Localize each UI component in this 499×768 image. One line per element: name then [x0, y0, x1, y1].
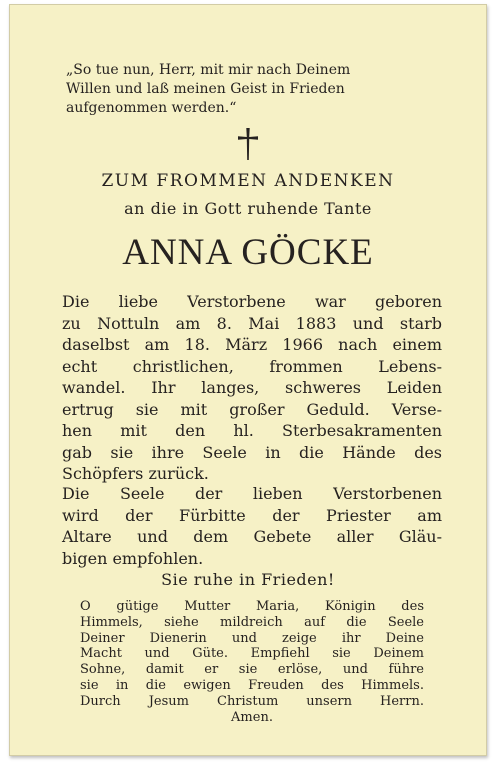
text-line: zu Nottuln am 8. Mai 1883 und starb	[62, 313, 442, 333]
text-line: daselbst am 18. März 1966 nach einem	[62, 335, 442, 354]
memorial-card	[9, 4, 487, 756]
text-line: wandel. Ihr langes, schweres Leiden	[62, 378, 442, 397]
text-line: Schöpfers zurück.	[62, 464, 209, 483]
heading: ZUM FROMMEN ANDENKEN	[101, 171, 395, 191]
rest-in-peace-line: Sie ruhe in Frieden!	[161, 570, 335, 589]
prayer-amen: Amen.	[231, 709, 273, 725]
text-line: gab sie ihre Seele in die Hände des	[62, 442, 442, 462]
prayer-line: Deiner Dienerin und zeige ihr Deine	[80, 630, 424, 646]
text-line: hen mit den hl. Sterbesakramenten	[62, 421, 442, 440]
prayer-line: Himmels, siehe mildreich auf die Seele	[80, 614, 424, 630]
quote-line: „So tue nun, Herr, mit mir nach Deinem	[66, 62, 351, 78]
text-line: bigen empfohlen.	[62, 548, 204, 568]
text-line: wird der Fürbitte der Priester am	[62, 505, 442, 525]
text-line: echt christlichen, frommen Lebens-	[62, 356, 442, 376]
scripture-quote	[66, 61, 456, 118]
prayer-line: Sohne, damit er sie erlöse, und führe	[80, 662, 424, 678]
prayer-line: O gütige Mutter Maria, Königin des	[80, 599, 424, 614]
prayer-line: Macht und Güte. Empfiehl sie Deinem	[80, 646, 424, 662]
quote-line: aufgenommen werden.“	[66, 100, 237, 116]
text-line: Die Seele der lieben Verstorbenen	[62, 484, 442, 503]
subheading: an die in Gott ruhende Tante	[124, 199, 372, 218]
text-line: Altare und dem Gebete aller Gläu-	[62, 527, 442, 546]
latin-cross-icon	[234, 127, 262, 161]
quote-line: Willen und laß meinen Geist in Frieden	[66, 81, 345, 97]
prayer-line: Durch Jesum Christum unsern Herrn.	[80, 693, 424, 709]
text-line: Die liebe Verstorbene war geboren	[62, 292, 442, 311]
deceased-name: ANNA GÖCKE	[122, 232, 374, 273]
intercession-paragraph	[62, 483, 442, 569]
text-line: ertrug sie mit großer Geduld. Verse-	[62, 399, 442, 419]
prayer-paragraph	[80, 599, 424, 725]
biography-paragraph	[62, 291, 442, 485]
prayer-line: sie in die ewigen Freuden des Himmels.	[80, 677, 424, 693]
